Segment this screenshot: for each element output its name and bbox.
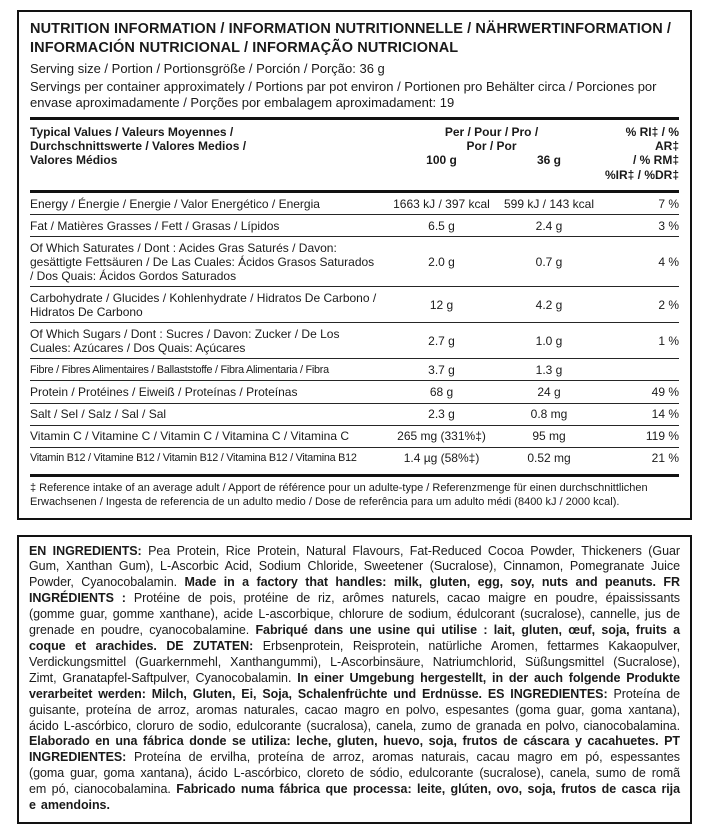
ingredient-segment: Protéine de pois, protéine de riz, arômes naturels, cacao maigre en poudre, épaississants (gomme guar, gomme xanthane), acide L-ascorbique, chlorure de sodium, édulcorant (sucralose), cannelle, jus de grenade en poudre, cyanocobalamine. [29, 591, 680, 638]
value-per-36g: 1.3 g [535, 362, 563, 377]
ingredient-segment: Erbsenprotein, Reisprotein, natürliche Aromen, fettarmes Kakaopulver, Verdickungsmittel (Guarkernmehl, Xanthangummi), L-Ascorbinsäure, Natriumchlorid, Süßungsmittel (Sucralose), Zimt, Granatapfel-Saftpulver, Cyanocobalamin. [29, 638, 680, 685]
value-per-100g: 12 g [429, 297, 454, 312]
header-ri-column [599, 125, 679, 183]
ingredient-segment: EN INGREDIENTS: [29, 543, 149, 558]
ingredient-segment: ES INGREDIENTES: [487, 686, 614, 701]
ingredient-segment: Pea Protein, Rice Protein, Natural Flavours, Fat-Reduced Cocoa Powder, Thickeners (Guar Gum, Xanthan Gum), L-Ascorbic Acid, Sodium Chloride, Sweetener (Sucralose), Cinnamon, Pomegranate Juice Powder, Cyanocobalamin. [29, 543, 680, 590]
value-per-100g: 2.0 g [428, 254, 455, 269]
nutrient-label: Fat / Matières Grasses / Fett / Grasas / Lípidos [30, 218, 280, 233]
value-per-36g: 0.8 mg [530, 407, 568, 421]
value-per-36g: 95 mg [532, 429, 566, 444]
servings-per-container-line: Servings per container approximately / Portions par pot environ / Portionen pro Behälter circa / Porciones por envase aproximadamente / Porções por embalagem aproximadament: 19 [30, 78, 657, 111]
header-typical-values-line: Typical Values / Valeurs Moyennes / [30, 124, 234, 139]
table-rows [30, 193, 679, 468]
table-row [30, 236, 679, 286]
ingredient-segment: Elaborado en una fábrica donde se utiliza: leche, gluten, huevo, soja, frutos de cáscara y cacahuetes. [29, 734, 665, 749]
header-ri-line: % RI‡ / % AR‡ [625, 124, 679, 153]
value-per-100g: 68 g [429, 384, 454, 399]
value-per-100g: 3.7 g [428, 362, 455, 377]
value-per-100g: 2.3 g [428, 407, 455, 421]
value-per-36g: 4.2 g [535, 297, 563, 312]
ingredient-segment: In einer Umgebung hergestellt, in der auch folgende Produkte verarbeitet werden: Milch, Gluten, Ei, Soja, Schalenfrüchte und Erdnüsse. [29, 670, 680, 701]
table-row [30, 425, 679, 447]
table-row [30, 447, 679, 469]
header-ri-line: / % RM‡ [632, 153, 679, 168]
table-row [30, 380, 679, 402]
value-per-100g: 6.5 g [428, 218, 455, 233]
header-col-100g: 100 g [426, 153, 457, 168]
ingredient-segment: Proteína de guisante, proteína de arroz, aromas naturales, cacao magro en polvo, espesantes (goma guar, goma xantana), ácido L-ascórbico, cloruro de sodio, edulcorante (sucralosa), canela, zumo de granada en polvo, cianocobalamina. [29, 686, 680, 733]
value-per-100g: 1.4 µg (58%‡) [403, 451, 480, 466]
header-per-line: Per / Pour / Pro / [444, 124, 539, 139]
header-typical-values-line: Valores Médios [30, 153, 118, 168]
header-typical-values [30, 125, 384, 183]
value-ri-percent: 7 % [658, 196, 679, 211]
header-per-column [384, 125, 599, 183]
table-row [30, 358, 679, 380]
ingredients-paragraph [29, 544, 680, 814]
ingredients-panel [17, 535, 692, 824]
reference-intake-footnote: ‡ Reference intake of an average adult / Apport de référence pour un adulte-type / Referenzmenge für einen durchschnittlichen Erwachsenen / Ingesta de referencia de un adulto medio / Dose de referência para um adulto médi (8400 kJ / 2000 kcal). [30, 481, 648, 508]
nutrient-label: Vitamin B12 / Vitamine B12 / Vitamin B12 / Vitamina B12 / Vitamina B12 [30, 451, 357, 464]
nutrient-label: Protein / Protéines / Eiweiß / Proteínas / Proteínas [30, 384, 298, 399]
value-ri-percent: 2 % [658, 297, 679, 312]
ingredient-segment: PT INGREDIENTES: [29, 734, 680, 765]
header-per-line: Por / Por [466, 138, 517, 153]
nutrient-label: Energy / Énergie / Energie / Valor Energético / Energia [30, 196, 320, 211]
panel-title: NUTRITION INFORMATION / INFORMATION NUTRITIONNELLE / NÄHRWERTINFORMATION / INFORMACIÓN NUTRICIONAL / INFORMAÇÃO NUTRICIONAL [30, 21, 672, 56]
value-per-36g: 24 g [537, 384, 561, 399]
nutrient-label: Vitamin C / Vitamine C / Vitamin C / Vitamina C / Vitamina C [30, 429, 350, 444]
value-ri-percent: 4 % [658, 254, 679, 269]
table-row [30, 322, 679, 358]
value-per-36g: 0.7 g [535, 254, 563, 269]
ingredient-segment: Proteína de ervilha, proteína de arroz, aromas naturais, cacau magro em pó, espessantes (goma guar, goma xantana), ácido L-ascórbico, cloreto de sódio, edulcorante (sucralose), canela, sumo de romã em pó, cianocobalamina. [29, 750, 680, 797]
table-row [30, 286, 679, 322]
serving-size-line: Serving size / Portion / Portionsgröße / Porción / Porção: 36 g [30, 61, 385, 77]
nutrient-label: Carbohydrate / Glucides / Kohlenhydrate / Hidratos De Carbono / Hidratos De Carbono [30, 290, 377, 319]
table-row [30, 214, 679, 236]
value-ri-percent: 49 % [651, 384, 679, 399]
value-ri-percent: 21 % [651, 451, 679, 466]
value-per-100g: 265 mg (331%‡) [397, 429, 486, 444]
table-row [30, 193, 679, 214]
table-row [30, 403, 679, 425]
ingredient-segment: FR INGRÉDIENTS : [29, 575, 680, 606]
header-amount-columns [384, 153, 599, 167]
header-col-36g: 36 g [536, 153, 561, 168]
value-per-100g: 1663 kJ / 397 kcal [393, 196, 490, 211]
header-ri-line: %IR‡ / %DR‡ [604, 167, 679, 182]
nutrient-label: Salt / Sel / Salz / Sal / Sal [30, 407, 167, 421]
value-per-100g: 2.7 g [428, 333, 455, 348]
ingredient-segment: Fabriqué dans une usine qui utilise : lait, gluten, œuf, soja, fruits a coque et arachides. [29, 623, 681, 653]
nutrient-label: Fibre / Fibres Alimentaires / Ballaststoffe / Fibra Alimentaria / Fibra [30, 363, 329, 376]
value-per-36g: 0.52 mg [527, 451, 571, 466]
value-per-36g: 1.0 g [535, 333, 563, 348]
value-ri-percent: 1 % [658, 333, 679, 348]
value-per-36g: 599 kJ / 143 kcal [503, 196, 595, 211]
ingredient-segment: Made in a factory that handles: milk, gluten, egg, soy, nuts and peanuts. [184, 575, 664, 590]
ingredient-segment: DE ZUTATEN: [166, 638, 263, 653]
nutrient-label: Of Which Sugars / Dont : Sucres / Davon: Zucker / De Los Cuales: Azúcares / Dos Quais: Açúcares [30, 326, 340, 355]
value-ri-percent: 14 % [651, 407, 679, 421]
value-ri-percent: 119 % [645, 429, 679, 444]
value-per-36g: 2.4 g [535, 218, 563, 233]
value-ri-percent: 3 % [658, 218, 679, 233]
table-header [30, 120, 679, 186]
ingredient-segment: Fabricado numa fábrica que processa: leite, glúten, ovo, soja, frutos de casca rija e amendoins. [29, 782, 681, 813]
nutrition-panel [17, 10, 692, 520]
header-typical-values-line: Durchschnittswerte / Valores Medios / [30, 138, 247, 153]
nutrient-label: Of Which Saturates / Dont : Acides Gras Saturés / Davon: gesättigte Fettsäuren / De Las Cuales: Ácidos Grasos Saturados / Dos Quais: Ácidos Gordos Saturados [30, 240, 375, 283]
